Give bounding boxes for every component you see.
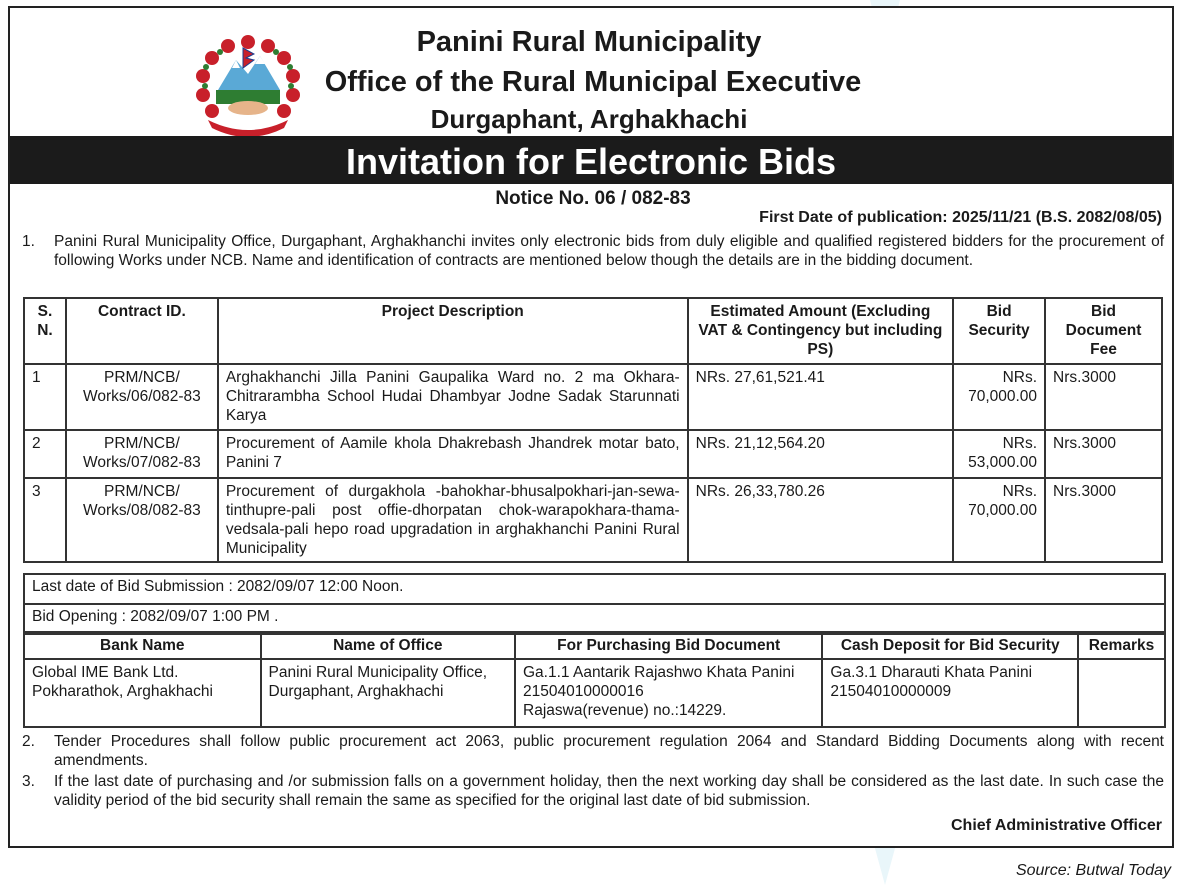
revenue-number: Rajaswa(revenue) no.:14229. — [523, 702, 727, 719]
paragraph-1-number: 1. — [22, 233, 35, 250]
amount-cell: NRs. 27,61,521.41 — [688, 364, 953, 430]
bank-table — [23, 631, 1166, 728]
table-row — [24, 430, 1162, 478]
notice-number: Notice No. 06 / 082-83 — [495, 188, 691, 209]
contract-id-cell: PRM/NCB/ Works/06/082-83 — [66, 364, 218, 430]
header-office-name: Name of Office — [261, 632, 515, 659]
description-cell: Procurement of Aamile khola Dhakrebash Jhandrek motar bato, Panini 7 — [218, 430, 688, 478]
contract-id-cell: PRM/NCB/ Works/08/082-83 — [66, 478, 218, 562]
paragraph-1 — [22, 232, 1164, 270]
remarks-cell — [1078, 659, 1165, 727]
sn-cell: 1 — [24, 364, 66, 430]
source-credit: Source: Butwal Today — [1015, 862, 1171, 879]
deposit-cell — [822, 659, 1078, 727]
table-row — [24, 364, 1162, 430]
bid-dates-box — [23, 573, 1166, 635]
purchasing-cell — [515, 659, 822, 727]
header-purchasing: For Purchasing Bid Document — [515, 632, 822, 659]
submission-date: Last date of Bid Submission : 2082/09/07 12:00 Noon. — [32, 578, 404, 595]
bank-name-line: Global IME Bank Ltd. — [32, 664, 179, 681]
paragraph-2 — [22, 732, 1164, 770]
contract-id-cell: PRM/NCB/ Works/07/082-83 — [66, 430, 218, 478]
office-line-1: Panini Rural Municipality Office, — [268, 664, 488, 681]
deposit-account-number: 21504010000009 — [830, 683, 952, 700]
fee-cell: Nrs.3000 — [1045, 430, 1162, 478]
header-bank-name: Bank Name — [24, 632, 261, 659]
signature-title: Chief Administrative Officer — [950, 817, 1162, 834]
purchase-account-name: Ga.1.1 Aantarik Rajashwo Khata Panini — [523, 664, 795, 681]
publication-date: First Date of publication: 2025/11/21 (B.S. 2082/08/05) — [759, 209, 1162, 226]
security-cell: NRs. 70,000.00 — [953, 478, 1045, 562]
fee-cell: Nrs.3000 — [1045, 478, 1162, 562]
header-contract-id: Contract ID. — [66, 298, 218, 364]
office-line-2: Durgaphant, Arghakhachi — [268, 683, 444, 700]
header-bid-document-fee: Bid Document Fee — [1045, 298, 1162, 364]
bid-table-header — [24, 298, 1162, 364]
table-row — [24, 659, 1165, 727]
header-estimated-amount: Estimated Amount (Excluding VAT & Contingency but including PS) — [688, 298, 953, 364]
office-name-cell — [261, 659, 515, 727]
header-cash-deposit: Cash Deposit for Bid Security — [822, 632, 1078, 659]
purchase-account-number: 21504010000016 — [523, 683, 644, 700]
paragraph-3-text: If the last date of purchasing and /or submission falls on a government holiday, then the next working day shall be considered as the last date. In such case the validity period of the bid security shall remain the same as specified for the original last date of bid submission. — [54, 773, 1164, 809]
bank-name-cell — [24, 659, 261, 727]
header-bid-security: Bid Security — [953, 298, 1045, 364]
sn-cell: 3 — [24, 478, 66, 562]
municipality-name: Panini Rural Municipality — [416, 26, 762, 58]
office-name: Office of the Rural Municipal Executive — [324, 66, 862, 98]
amount-cell: NRs. 26,33,780.26 — [688, 478, 953, 562]
notice-frame — [8, 6, 1174, 848]
paragraph-2-number: 2. — [22, 733, 35, 750]
bank-table-header — [24, 632, 1165, 659]
description-cell: Procurement of durgakhola -bahokhar-bhusalpokhari-jan-sewa-tinthupre-pali post offie-dhorpatan chok-warapokhara-thama-vedsala-pali hepo road upgradation in arghakhanchi Panini Rural Municipality — [218, 478, 688, 562]
header-sn: S. N. — [24, 298, 66, 364]
paragraph-3-number: 3. — [22, 773, 35, 790]
header-project-description: Project Description — [218, 298, 688, 364]
bank-branch-line: Pokharathok, Arghakhachi — [32, 683, 213, 700]
fee-cell: Nrs.3000 — [1045, 364, 1162, 430]
sn-cell: 2 — [24, 430, 66, 478]
table-row — [24, 478, 1162, 562]
security-cell: NRs. 53,000.00 — [953, 430, 1045, 478]
paragraph-3 — [22, 772, 1164, 810]
security-cell: NRs. 70,000.00 — [953, 364, 1045, 430]
opening-date: Bid Opening : 2082/09/07 1:00 PM . — [25, 603, 1164, 633]
header-remarks: Remarks — [1078, 632, 1165, 659]
paragraph-1-text: Panini Rural Municipality Office, Durgaphant, Arghakhanchi invites only electronic bids from duly eligible and qualified registered bidders for the procurement of following Works under NCB. Name and identification of contracts are mentioned below though the details are in the bidding document. — [54, 233, 1164, 269]
description-cell: Arghakhanchi Jilla Panini Gaupalika Ward no. 2 ma Okhara-Chitrarambha School Hudai Dhambyar Jodne Sadak Starunnati Karya — [218, 364, 688, 430]
deposit-account-name: Ga.3.1 Dharauti Khata Panini — [830, 664, 1033, 681]
office-location: Durgaphant, Arghakhachi — [430, 104, 748, 134]
bid-table — [23, 297, 1163, 563]
page-title: Invitation for Electronic Bids — [10, 136, 1172, 184]
paragraph-2-text: Tender Procedures shall follow public procurement act 2063, public procurement regulation 2064 and Standard Bidding Documents along with recent amendments. — [54, 733, 1164, 769]
amount-cell: NRs. 21,12,564.20 — [688, 430, 953, 478]
